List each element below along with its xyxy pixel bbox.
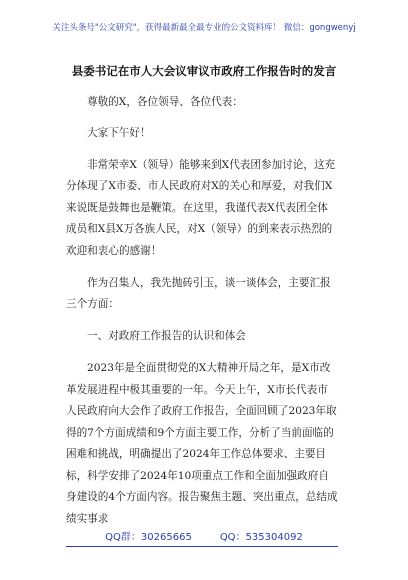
footer-qq-group: QQ群：30265665 bbox=[105, 532, 192, 543]
greeting: 大家下午好！ bbox=[87, 126, 151, 139]
body-paragraph: 非常荣幸X（领导）能够来到X代表团参加讨论，这充分体现了X市委、市人民政府对X的关心和厚爱，对我们X来说既是鼓舞也是鞭策。在这里，我谨代表X代表团全体成员和X县X万各族人民，对X（领导）的到来表示热烈的欢迎和衷心的感谢！ bbox=[66, 158, 336, 257]
salutation: 尊敬的X，各位领导、各位代表： bbox=[87, 96, 243, 108]
footer-qq: QQ：535304092 bbox=[219, 532, 303, 543]
footer-divider bbox=[66, 546, 338, 547]
header-note: 关注头条号"公文研究"，获得最新最全最专业的公文资料库！ 微信：gongwenyj bbox=[52, 23, 356, 33]
body-paragraph: 2023年是全面贯彻党的X大精神开局之年，是X市改革发展进程中极其重要的一年。今天上午，X市长代表市人民政府向大会作了政府工作报告，全面回顾了2023年取得的7个方面成绩和9个方面主要工作，分析了当前面临的困难和挑战，明确提出了2024年工作总体要求、主要目标，科学安排了2024年10项重点工作和全面加强政府自身建设的4个方面内容。报告聚焦主题、突出重点，总结成绩实事求 bbox=[66, 362, 338, 525]
body-paragraph: 作为召集人，我先抛砖引玉，谈一谈体会，主要汇报三个方面： bbox=[66, 276, 331, 310]
footer-contact bbox=[0, 532, 408, 544]
document-title: 县委书记在市人大会议审议市政府工作报告时的发言 bbox=[71, 64, 337, 78]
section-heading: 一、对政府工作报告的认识和体会 bbox=[87, 330, 246, 342]
document-body bbox=[66, 92, 338, 541]
